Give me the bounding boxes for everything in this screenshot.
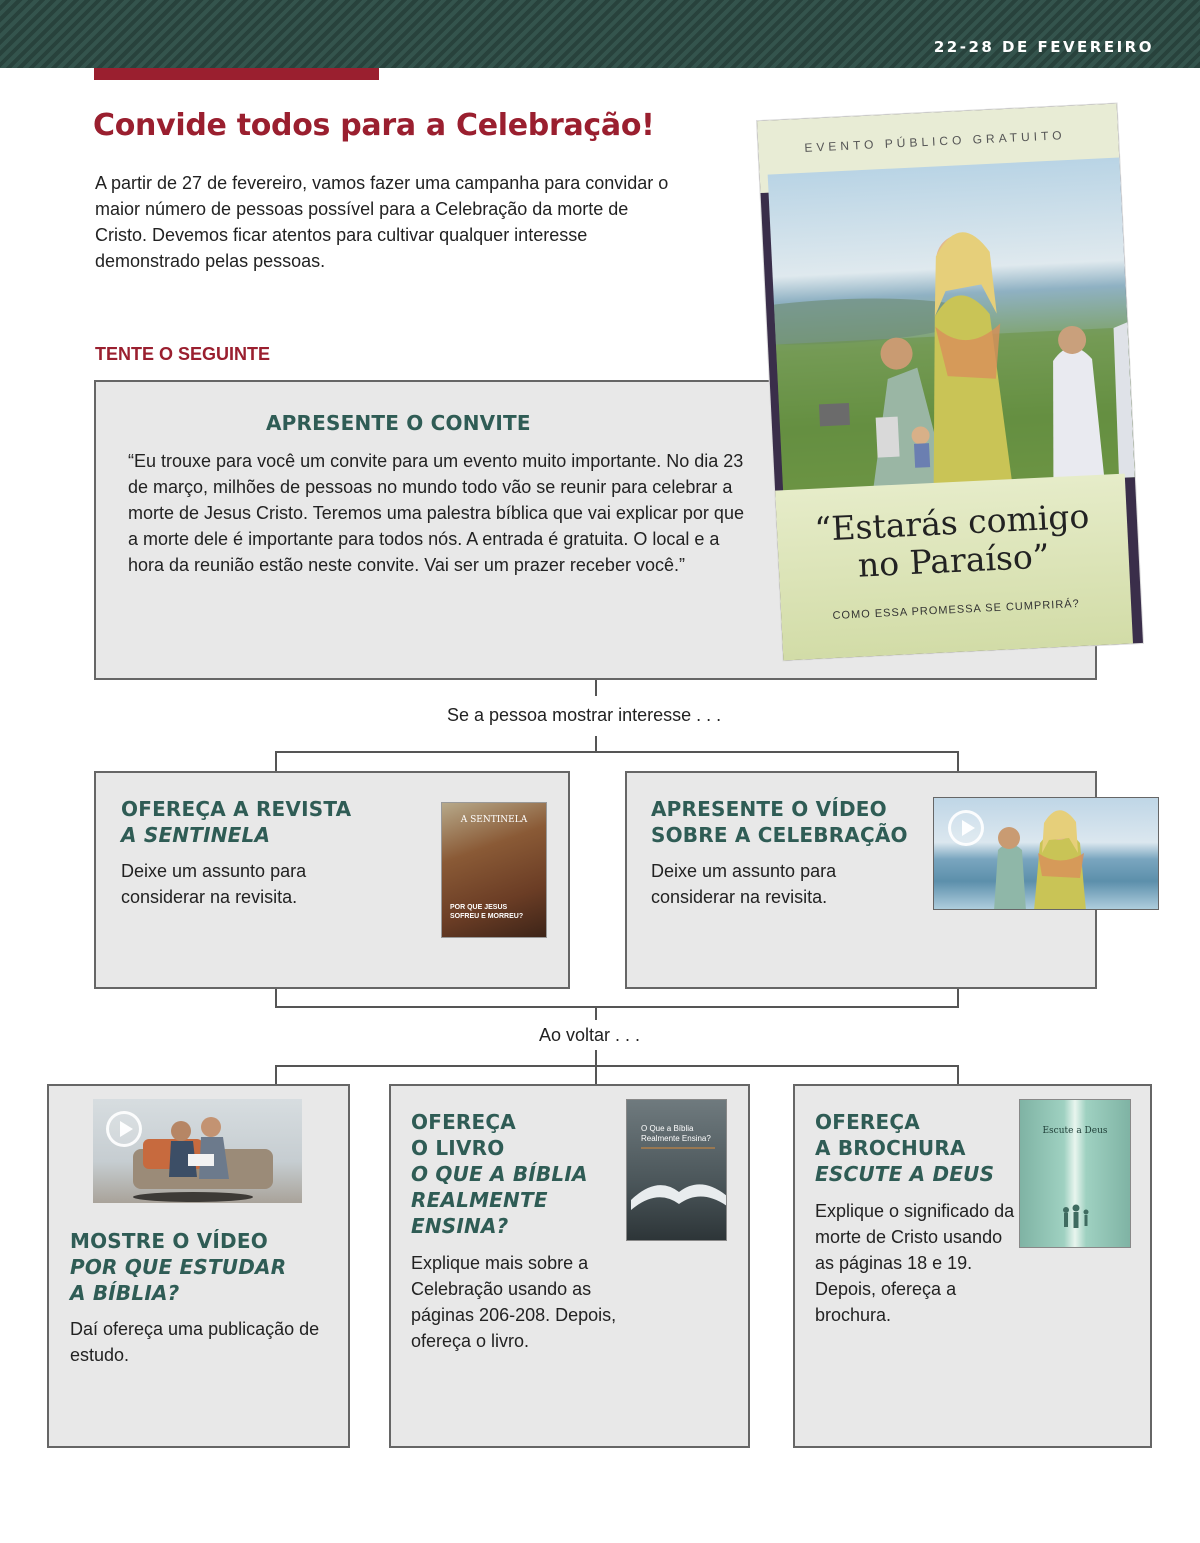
offer-book-heading — [411, 1109, 588, 1239]
offer-book-heading-line5: ENSINA? — [411, 1214, 509, 1238]
family-silhouette-icon — [1020, 1100, 1131, 1248]
celebration-video-thumbnail[interactable] — [933, 797, 1159, 910]
connector-line — [957, 989, 959, 1007]
connector-line — [275, 751, 277, 772]
present-invitation-heading: APRESENTE O CONVITE — [266, 411, 531, 435]
invitation-title — [776, 496, 1129, 589]
invitation-kicker: EVENTO PÚBLICO GRATUITO — [804, 128, 1066, 155]
week-label: 22-28 DE FEVEREIRO — [933, 38, 1154, 56]
watchtower-cover-image — [441, 802, 547, 938]
listen-to-god-brochure-cover — [1019, 1099, 1131, 1248]
open-bible-icon — [627, 1100, 727, 1241]
offer-book-heading-line4: REALMENTE — [411, 1188, 548, 1212]
connector-line — [957, 751, 959, 772]
offer-book-heading-line1: OFEREÇA — [411, 1110, 516, 1134]
paradise-scene-illustration — [768, 157, 1135, 494]
offer-magazine-heading-line2: A SENTINELA — [121, 823, 271, 847]
offer-magazine-heading-line1: OFEREÇA A REVISTA — [121, 797, 352, 821]
connector-line — [275, 1065, 959, 1067]
offer-brochure-heading-line3: ESCUTE A DEUS — [815, 1162, 995, 1186]
connector-line — [595, 736, 597, 752]
invitation-photo — [768, 157, 1135, 494]
present-video-text: Deixe um assunto para considerar na revisita. — [651, 861, 837, 907]
show-video-heading-line3: A BÍBLIA? — [70, 1281, 180, 1305]
brochure-cover-title: Escute a Deus — [1042, 1126, 1108, 1136]
connector-label-return: Ao voltar . . . — [539, 1025, 641, 1045]
connector-line — [595, 1065, 597, 1085]
play-icon[interactable] — [948, 810, 984, 846]
show-video-text: Daí ofereça uma publicação de estudo. — [70, 1319, 320, 1365]
present-video-heading-line1: APRESENTE O VÍDEO — [651, 797, 887, 821]
intro-paragraph: A partir de 27 de fevereiro, vamos fazer uma campanha para convidar o maior número de pessoas possível para a Celebração da morte de Cristo. Devemos ficar atentos para cultivar qualquer interesse demonstrado pelas pessoas. — [95, 173, 669, 271]
red-tab-decoration — [94, 68, 379, 80]
connector-line — [595, 1006, 597, 1020]
book-cover-title: O Que a Bíblia Realmente Ensina? — [641, 1124, 711, 1143]
offer-brochure-heading — [815, 1109, 994, 1187]
connector-line — [275, 1006, 959, 1008]
offer-book-text: Explique mais sobre a Celebração usando as páginas 206-208. Depois, ofereça o livro. — [411, 1253, 617, 1351]
offer-magazine-text: Deixe um assunto para considerar na revisita. — [121, 861, 307, 907]
connector-line — [275, 989, 277, 1007]
connector-label-interest: Se a pessoa mostrar interesse . . . — [447, 705, 722, 725]
section-heading: TENTE O SEGUINTE — [95, 344, 271, 364]
invitation-title-line1: “Estarás comigo — [813, 496, 1091, 549]
present-video-heading-line2: SOBRE A CELEBRAÇÃO — [651, 823, 908, 847]
invitation-subtitle: COMO ESSA PROMESSA SE CUMPRIRÁ? — [832, 597, 1080, 623]
connector-line — [275, 751, 959, 753]
connector-line — [595, 680, 597, 696]
play-icon[interactable] — [106, 1111, 142, 1147]
offer-brochure-text: Explique o significado da morte de Cristo usando as páginas 18 e 19. Depois, ofereça a brochura. — [815, 1201, 1015, 1325]
connector-line — [275, 1065, 277, 1085]
connector-line — [595, 1050, 597, 1066]
bible-teach-book-cover — [626, 1099, 727, 1241]
connector-line — [957, 1065, 959, 1085]
show-video-heading-line2: POR QUE ESTUDAR — [70, 1255, 287, 1279]
invitation-card-image — [757, 104, 1143, 661]
bible-study-video-thumbnail[interactable] — [93, 1099, 302, 1203]
show-video-heading-line1: MOSTRE O VÍDEO — [70, 1229, 268, 1253]
offer-book-heading-line2: O LIVRO — [411, 1136, 505, 1160]
page-title: Convide todos para a Celebração! — [93, 108, 655, 143]
offer-brochure-heading-line1: OFEREÇA — [815, 1110, 920, 1134]
show-video-heading — [70, 1228, 286, 1306]
watchtower-cover-title: A SENTINELA — [460, 815, 528, 825]
invitation-quote: “Eu trouxe para você um convite para um evento muito importante. No dia 23 de março, milhões de pessoas no mundo todo vão se reunir para celebrar a morte de Jesus Cristo. Teremos uma palestra bíblica que vai explicar por que a morte dele é importante para todos nós. A entrada é gratuita. O local e a hora da reunião estão neste convite. Vai ser um prazer receber você.” — [128, 451, 744, 575]
offer-book-heading-line3: O QUE A BÍBLIA — [411, 1162, 588, 1186]
watchtower-cover-caption: POR QUE JESUS SOFREU E MORREU? — [450, 904, 524, 920]
invitation-card-bottom — [775, 474, 1133, 661]
offer-magazine-heading — [121, 796, 351, 848]
header-banner — [0, 0, 1200, 68]
invitation-title-line2: no Paraíso” — [857, 536, 1051, 585]
present-video-heading — [651, 796, 908, 848]
offer-brochure-heading-line2: A BROCHURA — [815, 1136, 966, 1160]
